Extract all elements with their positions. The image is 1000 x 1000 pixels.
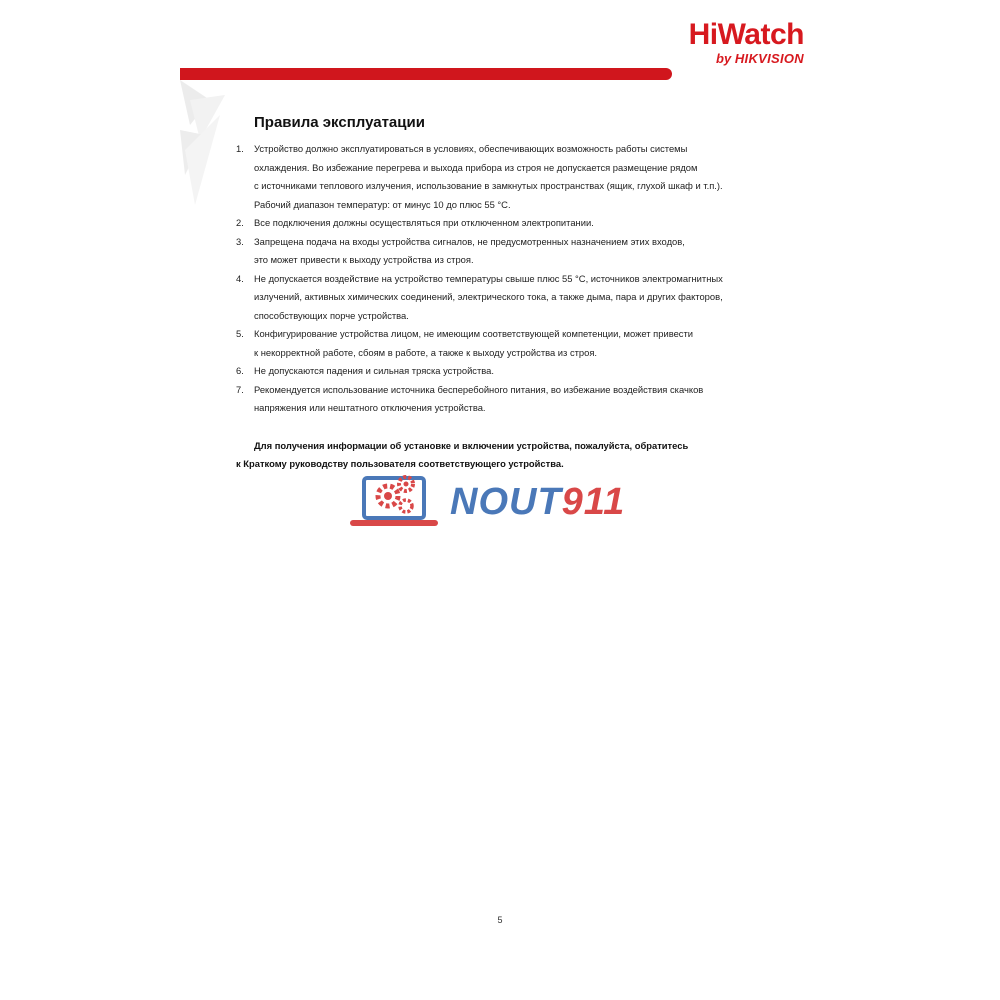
rule-line: излучений, активных химических соединений, электрического тока, а также дыма, пара и других факторов, (254, 291, 723, 302)
watermark-text (450, 482, 625, 522)
logo-sub-text (664, 52, 804, 66)
watermark-text-a: NOUT (450, 481, 562, 523)
rule-line: Запрещена подача на входы устройства сигналов, не предусмотренных назначением этих входов, (254, 235, 685, 247)
note-line: к Краткому руководству пользователя соответствующего устройства. (236, 458, 564, 469)
decorative-shape-icon (180, 80, 240, 210)
rule-number: 7. (236, 383, 244, 395)
rule-line: Рабочий диапазон температур: от минус 10 до плюс 55 °С. (254, 198, 511, 210)
hiwatch-logo (664, 18, 804, 66)
rules-list (236, 140, 796, 418)
rule-line: Рекомендуется использование источника бесперебойного питания, во избежание воздействия скачков (254, 383, 704, 395)
rule-item (236, 325, 796, 362)
rule-item (236, 233, 796, 270)
rule-number: 4. (236, 272, 244, 284)
rule-text (254, 140, 796, 214)
rule-line: это может привести к выходу устройства из строя. (254, 254, 474, 265)
rule-item (236, 362, 796, 381)
rule-line: способствующих порче устройства. (254, 309, 409, 321)
rule-line: охлаждения. Во избежание перегрева и выхода прибора из строя не допускается размещение рядом (254, 161, 698, 173)
rule-line: Не допускаются падения и сильная тряска устройства. (254, 365, 494, 376)
header-red-bar (180, 68, 672, 80)
rule-item (236, 140, 796, 214)
logo-brand: HIKVISION (734, 51, 804, 66)
watermark-text-b: 911 (561, 481, 626, 523)
rule-line: Конфигурирование устройства лицом, не имеющим соответствующей компетенции, может привести (254, 328, 694, 339)
rule-text (254, 381, 796, 418)
rule-text (254, 362, 796, 381)
rule-number: 3. (236, 235, 244, 247)
watermark (348, 470, 658, 530)
note-line: Для получения информации об установке и включении устройства, пожалуйста, обратитесь (254, 440, 689, 451)
rule-text (254, 325, 796, 362)
rule-number: 1. (236, 143, 244, 154)
rule-number: 6. (236, 365, 244, 376)
note-paragraph (236, 437, 688, 473)
rule-number: 5. (236, 328, 244, 339)
logo-main-text: HiWatch (688, 18, 804, 51)
laptop-gears-icon (348, 470, 440, 530)
rule-item (236, 270, 796, 326)
rule-item (236, 381, 796, 418)
rule-number: 2. (236, 217, 244, 228)
logo-by: by (716, 51, 732, 66)
rule-text (254, 270, 796, 326)
page-number: 5 (497, 915, 503, 925)
rule-line: к некорректной работе, сбоям в работе, а также к выходу устройства из строя. (254, 346, 598, 358)
rule-line: напряжения или нештатного отключения устройства. (254, 402, 486, 413)
rule-line: Не допускается воздействие на устройство температуры свыше плюс 55 °С, источников электромагнитных (254, 272, 723, 284)
rule-text (254, 233, 796, 270)
rule-line: Все подключения должны осуществляться при отключенном электропитании. (254, 217, 594, 228)
rule-text (254, 214, 796, 233)
rule-line: с источниками теплового излучения, использование в замкнутых пространствах (ящик, глухой шкаф и т.п.). (254, 180, 723, 191)
rule-line: Устройство должно эксплуатироваться в условиях, обеспечивающих возможность работы системы (254, 143, 688, 154)
rule-item (236, 214, 796, 233)
page-title: Правила эксплуатации (254, 114, 425, 131)
